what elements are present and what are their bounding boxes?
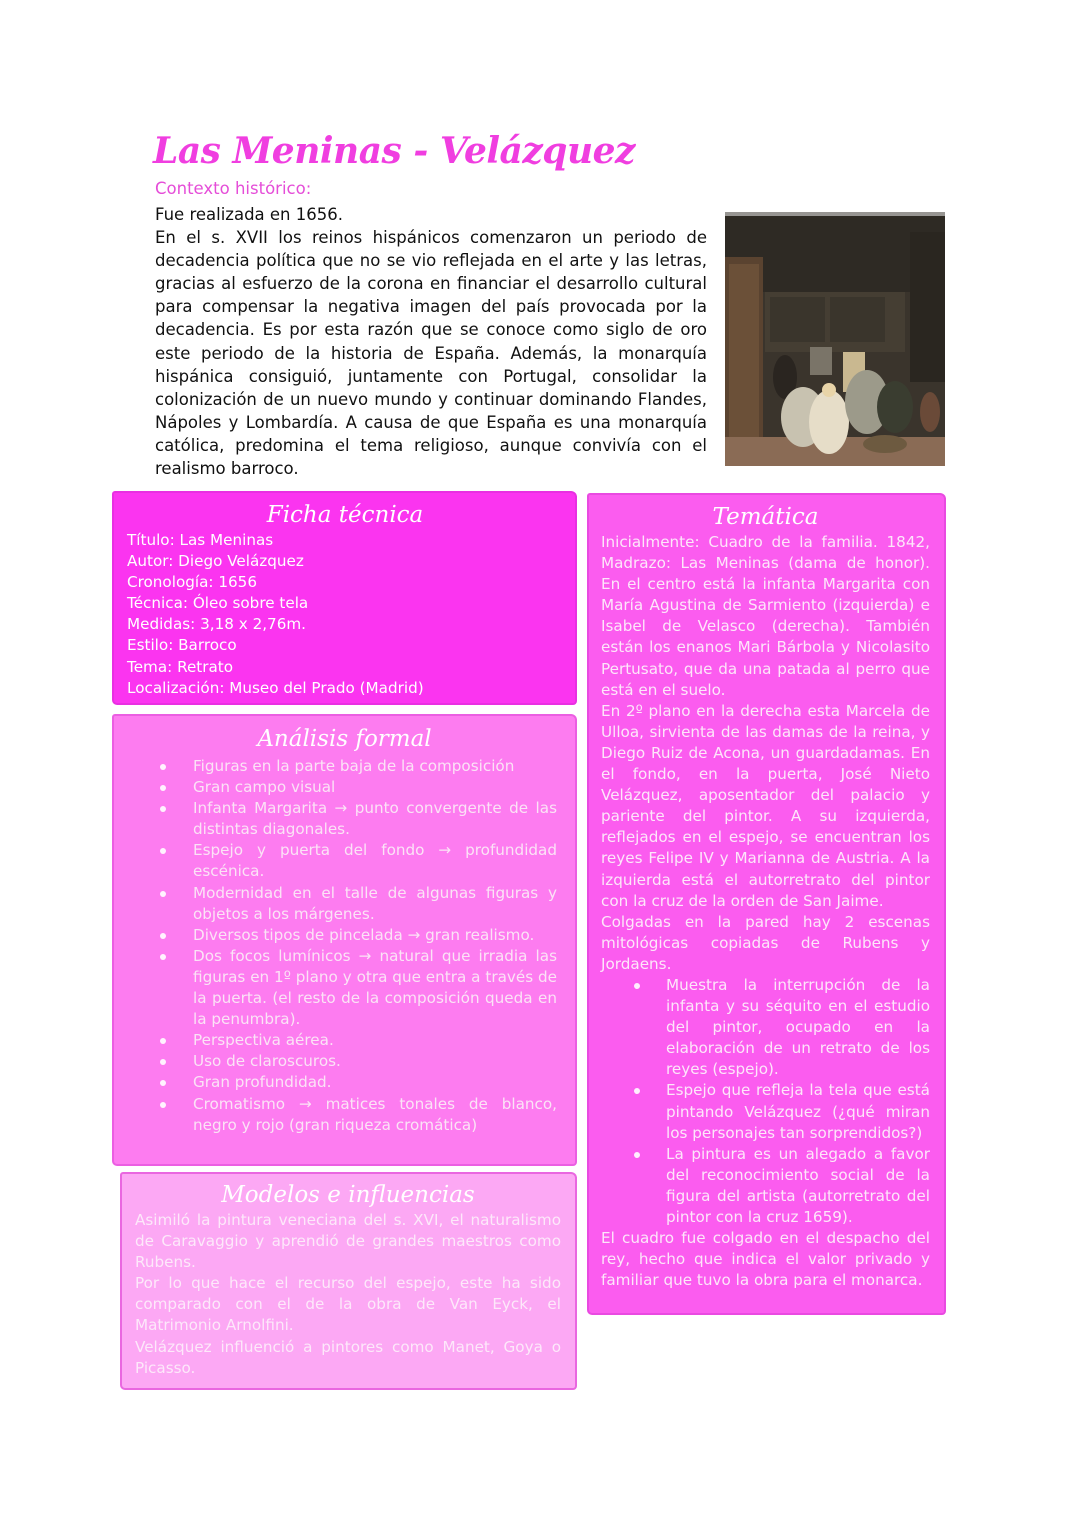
context-paragraph: Fue realizada en 1656. <box>155 205 343 224</box>
analisis-heading: Análisis formal <box>257 726 432 752</box>
list-item: Gran campo visual <box>132 777 557 798</box>
tematica-closing: El cuadro fue colgado en el despacho del rey, hecho que indica el valor privado y familiar que tuvo la obra para el monarca. <box>601 1229 930 1290</box>
tematica-card <box>587 493 946 1315</box>
ficha-line: Estilo: Barroco <box>127 636 237 655</box>
analisis-formal-card <box>112 714 577 1166</box>
list-item: Modernidad en el talle de algunas figuras y objetos a los márgenes. <box>132 883 557 925</box>
list-item: Perspectiva aérea. <box>132 1030 557 1051</box>
list-item: Gran profundidad. <box>132 1072 557 1093</box>
ficha-line: Técnica: Óleo sobre tela <box>127 594 309 613</box>
list-item: Diversos tipos de pincelada → gran realismo. <box>132 925 557 946</box>
context-paragraph: En el s. XVII los reinos hispánicos comenzaron un periodo de decadencia política que no se vio reflejada en el arte y las letras, gracias al esfuerzo de la corona en financiar el desarrollo cultural para compensar la negativa imagen del país provocada por la decadencia. Es por esta razón que se conoce como siglo de oro este periodo de la historia de España. Además, la monarquía hispánica consiguió, juntamente con Portugal, consolidar la colonización de un nuevo mundo y continuar dominando Flandes, Nápoles y Lombardía. A causa de que España es una monarquía católica, predomina el tema religioso, aunque convivía con el realismo barroco. <box>155 228 707 479</box>
ficha-line: Medidas: 3,18 x 2,76m. <box>127 615 307 634</box>
page-title: Las Meninas - Velázquez <box>153 130 635 172</box>
modelos-influencias-card <box>120 1172 577 1390</box>
tematica-heading: Temática <box>712 504 819 530</box>
ficha-tecnica-card <box>112 491 577 705</box>
ficha-line: Cronología: 1656 <box>127 573 257 592</box>
modelos-paragraph: Asimiló la pintura veneciana del s. XVI, el naturalismo de Caravaggio y aprendió de grandes maestros como Rubens. <box>135 1211 561 1272</box>
list-item: Espejo y puerta del fondo → profundidad escénica. <box>132 840 557 882</box>
ficha-line: Título: Las Meninas <box>127 531 274 549</box>
ficha-heading: Ficha técnica <box>266 502 424 528</box>
ficha-line: Autor: Diego Velázquez <box>127 552 304 571</box>
modelos-paragraph: Velázquez influenció a pintores como Manet, Goya o Picasso. <box>135 1337 561 1377</box>
list-item: Uso de claroscuros. <box>132 1051 557 1072</box>
list-item: Muestra la interrupción de la infanta y su séquito en el estudio del pintor, ocupado en la elaboración de un retrato de los reyes (espejo). <box>601 975 930 1080</box>
context-heading: Contexto histórico: <box>155 179 312 198</box>
list-item: Infanta Margarita → punto convergente de las distintas diagonales. <box>132 798 557 840</box>
tematica-list <box>601 975 930 1228</box>
list-item: Cromatismo → matices tonales de blanco, negro y rojo (gran riqueza cromática) <box>132 1094 557 1136</box>
tematica-paragraph: Colgadas en la pared hay 2 escenas mitológicas copiadas de Rubens y Jordaens. <box>601 912 930 973</box>
list-item: La pintura es un alegado a favor del reconocimiento social de la figura del artista (autorretrato del pintor con la cruz 1659). <box>601 1144 930 1228</box>
ficha-line: Tema: Retrato <box>127 657 234 676</box>
modelos-heading: Modelos e influencias <box>221 1182 475 1208</box>
context-text <box>155 203 707 480</box>
modelos-paragraph: Por lo que hace el recurso del espejo, este ha sido comparado con el de la obra de Van Eyck, el Matrimonio Arnolfini. <box>135 1274 561 1335</box>
las-meninas-image <box>725 212 945 466</box>
tematica-paragraph: En 2º plano en la derecha esta Marcela de Ulloa, sirvienta de las damas de la reina, y Diego Ruiz de Acona, un guardadamas. En el fondo, en la puerta, José Nieto Velázquez, aposentador del palacio y pariente del pintor. A su izquierda, reflejados en el espejo, se encuentran los reyes Felipe IV y Marianna de Austria. A la izquierda está el autorretrato del pintor con la cruz de la orden de San Jaime. <box>601 701 930 910</box>
list-item: Dos focos lumínicos → natural que irradia las figuras en 1º plano y otra que entra a través de la puerta. (el resto de la composición queda en la penumbra). <box>132 946 557 1030</box>
ficha-line: Localización: Museo del Prado (Madrid) <box>127 678 424 697</box>
list-item: Figuras en la parte baja de la composición <box>132 756 557 777</box>
analisis-list <box>132 756 557 1136</box>
tematica-paragraph: Inicialmente: Cuadro de la familia. 1842, Madrazo: Las Meninas (dama de honor). En el centro está la infanta Margarita con María Agustina de Sarmiento (izquierda) e Isabel de Velasco (derecha). También están los enanos Mari Bárbola y Nicolasito Pertusato, que da una patada al perro que está en el suelo. <box>601 533 930 699</box>
list-item: Espejo que refleja la tela que está pintando Velázquez (¿qué miran los personajes tan sorprendidos?) <box>601 1080 930 1143</box>
